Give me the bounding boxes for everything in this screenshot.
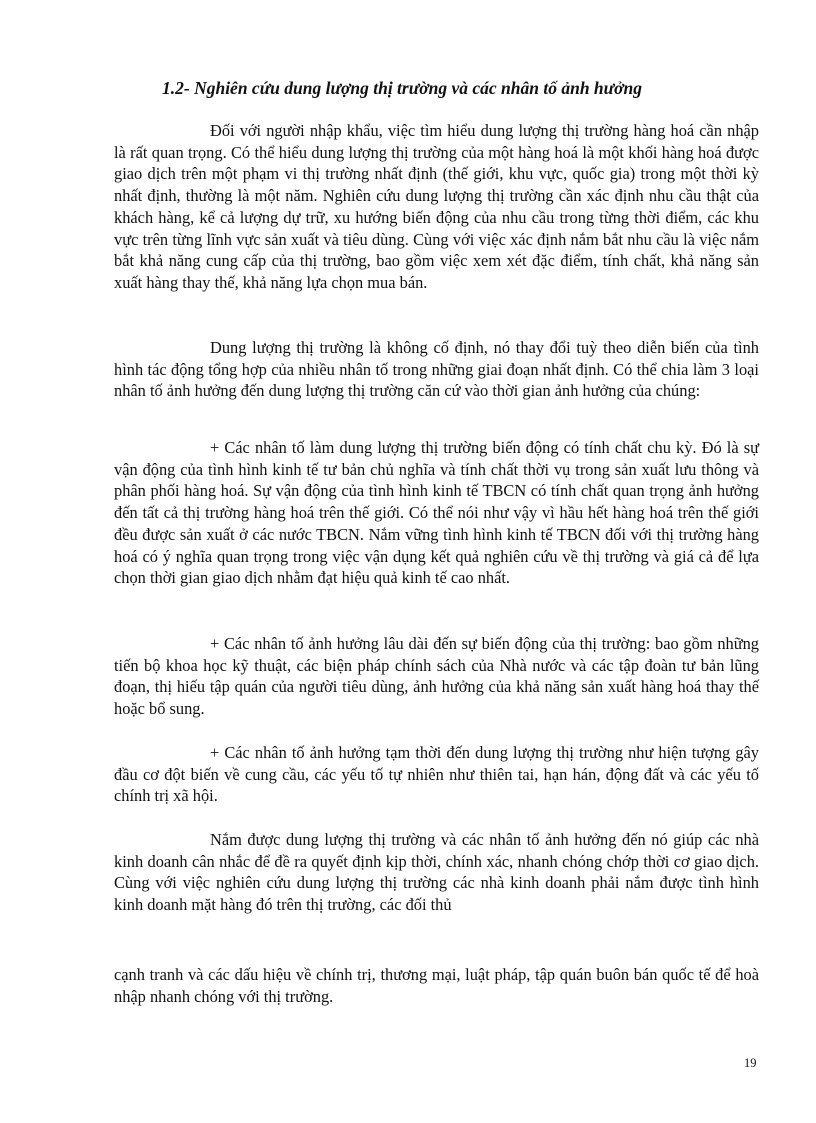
section-heading: 1.2- Nghiên cứu dung lượng thị trường và các nhân tố ảnh hưởng [162, 78, 643, 98]
paragraph-long-term-factors: + Các nhân tố ảnh hưởng lâu dài đến sự biến động của thị trường: bao gồm những tiến bộ khoa học kỹ thuật, các biện pháp chính sách của Nhà nước và các tập đoàn tư bản lũng đoạn, thị hiếu tập quán của người tiêu dùng, ảnh hưởng của khả năng sản xuất hàng hoá thay thế hoặc bổ sung. [114, 634, 759, 719]
paragraph-temporary-factors: + Các nhân tố ảnh hưởng tạm thời đến dung lượng thị trường như hiện tượng gây đầu cơ đột biến về cung cầu, các yếu tố tự nhiên như thiên tai, hạn hán, động đất và các yếu tố chính trị xã hội. [114, 743, 759, 806]
paragraph-capacity-not-fixed: Dung lượng thị trường là không cố định, nó thay đổi tuỳ theo diễn biến của tình hình tác động tổng hợp của nhiều nhân tố trong những giai đoạn nhất định. Có thể chia làm 3 loại nhân tố ảnh hưởng đến dung lượng thị trường căn cứ vào thời gian ảnh hưởng của chúng: [114, 338, 759, 401]
paragraph-cyclical-factors: + Các nhân tố làm dung lượng thị trường biến động có tính chất chu kỳ. Đó là sự vận động của tình hình kinh tế tư bản chủ nghĩa và tính chất thời vụ trong sản xuất lưu thông và phân phối hàng hoá. Sự vận động của tình hình kinh tế TBCN có tính chất quan trọng ảnh hưởng đến tất cả thị trường hàng hoá trên thế giới. Có thể nói như vậy vì hầu hết hàng hoá trên thế giới đều được sản xuất ở các nước TBCN. Nắm vững tình hình kinh tế TBCN đối với thị trường hàng hoá có ý nghĩa quan trọng trong việc vận dụng kết quả nghiên cứu về thị trường và giá cả để lựa chọn thời gian giao dịch nhằm đạt hiệu quả kinh tế cao nhất. [114, 438, 759, 588]
paragraph-business-decision: Nắm được dung lượng thị trường và các nhân tố ảnh hưởng đến nó giúp các nhà kinh doanh cân nhắc để đề ra quyết định kịp thời, chính xác, nhanh chóng chớp thời cơ giao dịch. Cùng với việc nghiên cứu dung lượng thị trường các nhà kinh doanh phải nắm được tình hình kinh doanh mặt hàng đó trên thị trường, các đối thủ [114, 830, 759, 915]
page-number: 19 [744, 1056, 757, 1070]
paragraph-market-capacity-definition: Đối với người nhập khẩu, việc tìm hiểu dung lượng thị trường hàng hoá cần nhập là rất quan trọng. Có thể hiểu dung lượng thị trường của một hàng hoá là một khối hàng hoá được giao dịch trên một phạm vi thị trường nhất định (thế giới, khu vực, quốc gia) trong một thời kỳ nhất định, thường là một năm. Nghiên cứu dung lượng thị trường cần xác định nhu cầu thật của khách hàng, kể cả lượng dự trữ, xu hướng biến động của nhu cầu trong từng thời điểm, các khu vực trên từng lĩnh vực sản xuất và tiêu dùng. Cùng với việc xác định nắm bắt nhu cầu là việc nắm bắt khả năng cung cấp của thị trường, bao gồm việc xem xét đặc điểm, tính chất, khả năng sản xuất hàng thay thế, khả năng lựa chọn mua bán. [114, 121, 759, 292]
paragraph-continuation: cạnh tranh và các dấu hiệu về chính trị, thương mại, luật pháp, tập quán buôn bán quốc tế để hoà nhập nhanh chóng với thị trường. [114, 965, 759, 1006]
